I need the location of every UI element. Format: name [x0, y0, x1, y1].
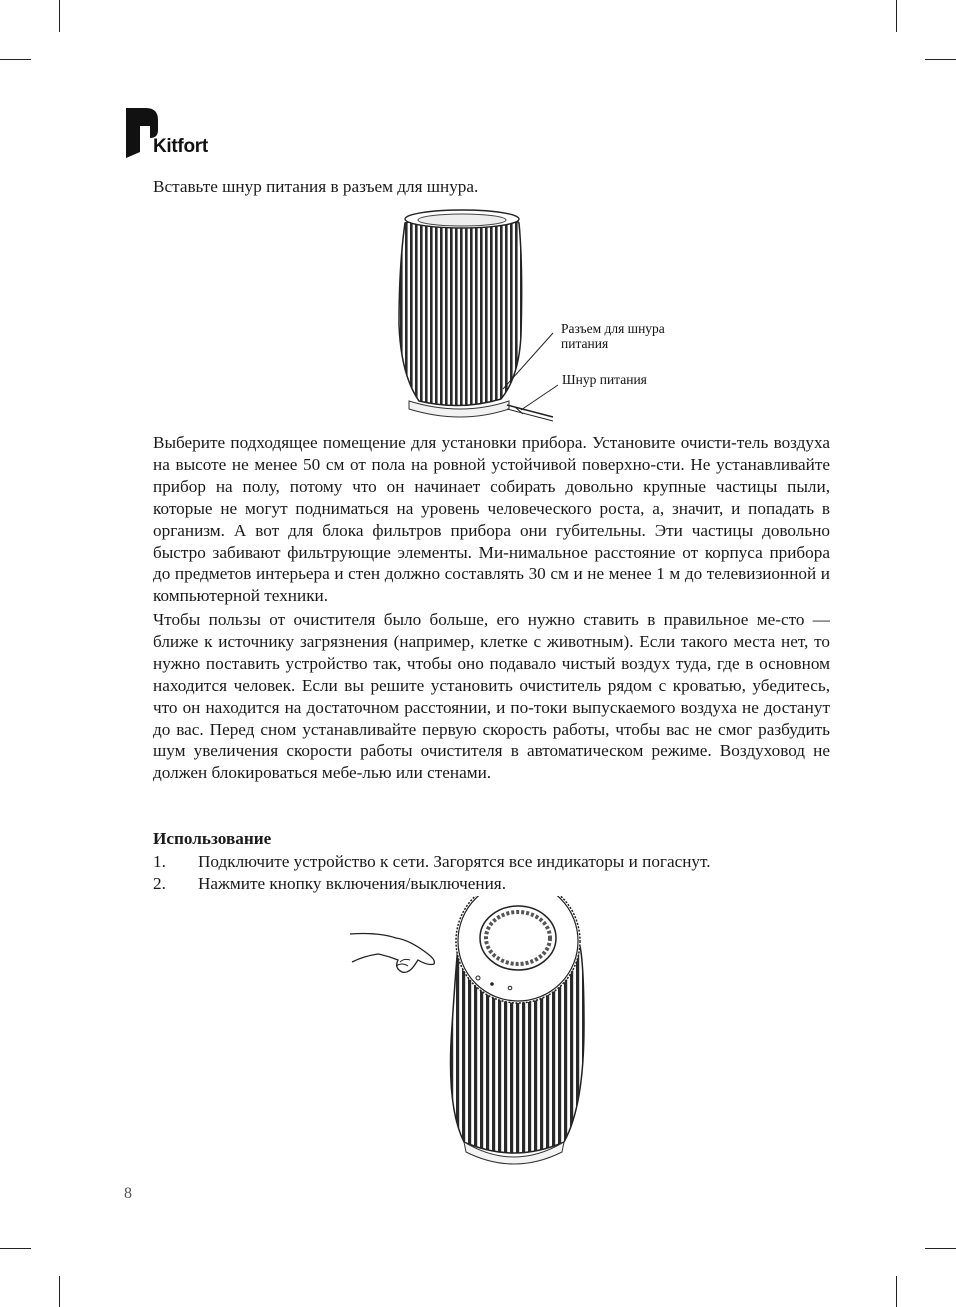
callout-connector-line2: питания [561, 336, 609, 351]
crop-mark [0, 59, 31, 60]
step-number: 1. [153, 852, 166, 871]
crop-mark [896, 0, 897, 32]
crop-mark [925, 1248, 956, 1249]
intro-text: Вставьте шнур питания в разъем для шнура. [153, 177, 479, 196]
step-number: 2. [153, 874, 166, 893]
usage-heading: Использование [153, 829, 272, 848]
step-text: Нажмите кнопку включения/выключения. [198, 874, 506, 893]
location-paragraph-text: Чтобы пользы от очистителя было больше, его нужно ставить в правильное ме-сто — ближе к источнику загрязнения (например, клетке с животным). Если такого места нет, то нужно поставить устройство так, чтобы оно подавало чистый воздух туда, где в основном находится человек. Если вы решите установить очиститель рядом с кроватью, убедитесь, что он находится на достаточном расстоянии, и по-токи выпускаемого воздуха не достанут до вас. Перед сном устанавливайте первую скорость работы, чтобы вас не смог разбудить шум увеличения скорости работы очистителя в автоматическом режиме. Воздуховод не должен блокироваться мебе-лью или стенами. [153, 610, 830, 783]
crop-mark [59, 1276, 60, 1307]
callout-connector-line1: Разъем для шнура [561, 321, 665, 336]
purifier-power-cord-illustration [395, 205, 565, 425]
placement-paragraph [153, 432, 830, 607]
crop-mark [59, 0, 60, 32]
placement-paragraph-text: Выберите подходящее помещение для установки прибора. Установите очисти-тель воздуха на высоте не менее 50 см от пола на ровной устойчивой поверхно-сти. Не устанавливайте прибор на полу, потому что он начинает собирать довольно крупные частицы пыли, которые не могут подниматься на уровень человеческого роста, а, значит, и попадать в организм. А вот для блока фильтров прибора они губительны. Эти частицы довольно быстро забивают фильтрующие элементы. Ми-нимальное расстояние от корпуса прибора до предметов интерьера и стен должно составлять 30 см и не менее 1 м до телевизионной и компьютерной техники. [153, 433, 830, 606]
callout-connector [561, 321, 665, 351]
callout-power-cord: Шнур питания [562, 372, 647, 387]
brand-name: Kitfort [153, 136, 208, 157]
location-paragraph [153, 609, 830, 784]
page-number: 8 [124, 1185, 132, 1202]
crop-mark [896, 1276, 897, 1307]
step-text: Подключите устройство к сети. Загорятся все индикаторы и погаснут. [198, 852, 711, 871]
list-item [153, 851, 711, 873]
crop-mark [925, 59, 956, 60]
usage-steps [153, 851, 711, 895]
crop-mark [0, 1248, 31, 1249]
hand-pressing-button-illustration [348, 896, 588, 1168]
list-item [153, 873, 711, 895]
